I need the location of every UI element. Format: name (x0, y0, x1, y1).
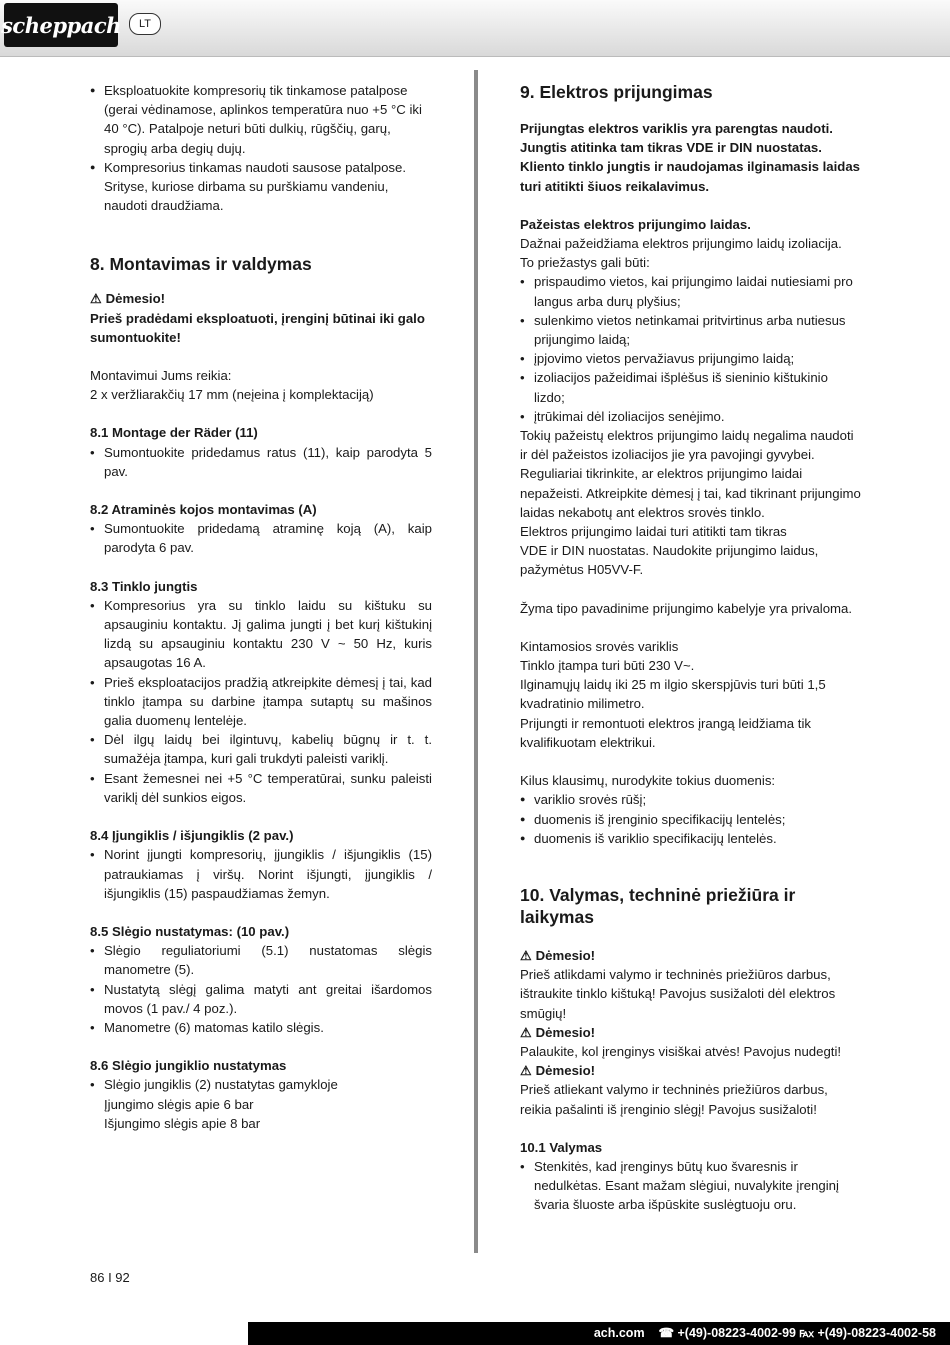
warning-label: Dėmesio! (535, 1063, 596, 1079)
warning-label: Dėmesio! (535, 947, 596, 963)
paragraph: Montavimui Jums reikia: (90, 368, 232, 384)
warning-text: Palaukite, kol įrenginys visiškai atvės! Pavojus nudegti! (520, 1043, 842, 1059)
footer-bar (0, 1322, 950, 1345)
list-item: ● Kompresorius tinkamas naudoti sausose patalpose. Srityse, kuriose dirbama su purškiamu vandeniu, naudoti draudžiama. (90, 158, 432, 216)
list-item: • Sumontuokite pridedamus ratus (11), kaip parodyta 5 pav. (90, 443, 432, 481)
footer-phone: ☎ +(49)-08223-4002-99 (658, 1326, 796, 1340)
paragraph: Kilus klausimų, nurodykite tokius duomenis: (520, 773, 776, 789)
warning-icon: ⚠ (520, 947, 532, 963)
list-item-line: Įjungimo slėgis apie 6 bar (104, 1096, 254, 1112)
bold-paragraph: Prijungtas elektros variklis yra parengtas naudoti. Jungtis atitinka tam tikras VDE ir DIN nuostatas. Kliento tinklo jungtis ir naudojamas ilginamasis laidas turi atitikti šiuos reikalavimus. (520, 121, 861, 194)
list-item: • Prieš eksploatacijos pradžią atkreipkite dėmesį į tai, kad tinklo įtampa su darbine įtampa sutaptų su mašinos galia duomenų lentelėje. (90, 673, 432, 731)
list-item: ● duomenis iš variklio specifikacijų lentelės. (520, 829, 862, 848)
column-divider (474, 70, 478, 1253)
list-item: • Manometre (6) matomas katilo slėgis. (90, 1018, 432, 1037)
paragraph: Žyma tipo pavadinime prijungimo kabelyje yra privaloma. (520, 600, 853, 616)
subsection-title: 8.4 Įjungiklis / išjungiklis (2 pav.) (90, 828, 294, 844)
list-item: • Stenkitės, kad įrenginys būtų kuo švaresnis ir nedulkėtas. Esant mažam slėgiui, nuvalykite įrenginį švaria šluoste arba išpūskite suslėgtuoju oru. (520, 1157, 862, 1215)
paragraph: 2 x veržliarakčių 17 mm (neįeina į komplektaciją) (90, 387, 374, 403)
list-item: • Norint įjungti kompresorių, įjungiklis / išjungiklis (15) patraukiamas į viršų. Norint išjungti, įjungiklis / išjungiklis (15) paspaudžiamas žemyn. (90, 845, 432, 903)
list-item: • įtrūkimai dėl izoliacijos senėjimo. (520, 407, 862, 426)
list-item: • įpjovimo vietos pervažiavus prijungimo laidą; (520, 349, 862, 368)
brand-logo: scheppach (4, 3, 118, 47)
footer-cutout (0, 1322, 248, 1345)
list-item: ● Eksploatuokite kompresorių tik tinkamose patalpose (gerai vėdinamose, aplinkos temperatūra nuo +5 °C iki 40 °C). Patalpoje neturi būti dulkių, rūgščių, garų, sprogių arba degių dujų. (90, 81, 432, 158)
footer-fax: ℻ +(49)-08223-4002-58 (799, 1326, 936, 1340)
list-item: ● duomenis iš įrenginio specifikacijų lentelės; (520, 810, 862, 829)
list-item: • Dėl ilgų laidų bei ilgintuvų, kabelių būgnų ir t. t. sumažėja įtampa, kuri gali trukdyti paleisti variklį. (90, 730, 432, 768)
warning-text: Prieš atliekant valymo ir techninės priežiūros darbus, reikia pašalinti iš įrenginio slėgį! Pavojus susižaloti! (520, 1082, 828, 1117)
section-title-9: 9. Elektros prijungimas (520, 82, 713, 102)
list-item: • sulenkimo vietos netinkamai pritvirtinus arba nutiesus prijungimo laidą; (520, 311, 862, 349)
paragraph: Tinklo įtampa turi būti 230 V~. (520, 658, 695, 674)
list-item: • Sumontuokite pridedamą atraminę koją (A), kaip parodyta 6 pav. (90, 519, 432, 557)
list-item: • Slėgio reguliatoriumi (5.1) nustatomas slėgis manometre (5). (90, 941, 432, 979)
paragraph: VDE ir DIN nuostatas. Naudokite prijungimo laidus, pažymėtus H05VV-F. (520, 543, 819, 578)
warning-text: Prieš atlikdami valymo ir techninės priežiūros darbus, ištraukite tinklo kištuką! Pavojus susižaloti dėl elektros smūgių! (520, 967, 836, 1021)
footer-contact (594, 1325, 796, 1340)
subsection-title: 10.1 Valymas (520, 1139, 603, 1155)
subsection-title: 8.3 Tinklo jungtis (90, 578, 198, 594)
paragraph: Ilginamųjų laidų iki 25 m ilgio skerspjūvis turi būti 1,5 kvadratinio milimetro. (520, 677, 826, 712)
language-badge: LT (129, 13, 161, 35)
list-item: • prispaudimo vietos, kai prijungimo laidai nutiesiami pro langus arba durų plyšius; (520, 272, 862, 310)
section-title-8: 8. Montavimas ir valdymas (90, 254, 312, 275)
paragraph: Prijungti ir remontuoti elektros įrangą leidžiama tik kvalifikuotam elektrikui. (520, 715, 811, 750)
header-bar (0, 0, 950, 57)
subsection-title: Pažeistas elektros prijungimo laidas. (520, 216, 751, 232)
subsection-title: 8.1 Montage der Räder (11) (90, 425, 258, 441)
warning-icon: ⚠ (90, 291, 102, 307)
warning-icon: ⚠ (520, 1063, 532, 1079)
left-column (90, 81, 432, 1133)
list-item: • Esant žemesnei nei +5 °C temperatūrai, sunku paleisti variklį dėl sunkios eigos. (90, 769, 432, 807)
subsection-title: 8.6 Slėgio jungiklio nustatymas (90, 1058, 287, 1074)
paragraph: Tokių pažeistų elektros prijungimo laidų negalima naudoti ir dėl pažeistos izoliacijos jie yra pavojingi gyvybei. (520, 428, 854, 463)
paragraph: To priežastys gali būti: (520, 255, 650, 271)
warning-text: Prieš pradėdami eksploatuoti, įrenginį būtinai iki galo sumontuokite! (90, 310, 425, 345)
paragraph: Reguliariai tikrinkite, ar elektros prijungimo laidai nepažeisti. Atkreipkite dėmesį į tai, kad tikrinant prijungimo laidas nekabotų ant elektros srovės tinklo. (520, 466, 861, 520)
paragraph: Elektros prijungimo laidai turi atitikti tam tikras (520, 524, 787, 540)
warning-icon: ⚠ (520, 1024, 532, 1040)
list-item (90, 1075, 432, 1133)
section-title-10: 10. Valymas, techninė priežiūra ir laikymas (520, 884, 796, 927)
list-item: ● variklio srovės rūšį; (520, 790, 862, 809)
subsection-title: 8.2 Atraminės kojos montavimas (A) (90, 502, 317, 518)
right-column (520, 81, 862, 1215)
list-item: • Nustatytą slėgį galima matyti ant greitai išardomos movos (1 pav./ 4 poz.). (90, 980, 432, 1018)
list-item: • izoliacijos pažeidimai išplėšus iš sieninio kištukinio lizdo; (520, 368, 862, 406)
footer-web: ach.com (593, 1326, 645, 1340)
warning-label: Dėmesio! (105, 291, 166, 307)
page-number: 86 I 92 (90, 1270, 130, 1285)
paragraph: Dažnai pažeidžiama elektros prijungimo laidų izoliacija. (520, 236, 842, 252)
list-item-line: Slėgio jungiklis (2) nustatytas gamykloje (104, 1077, 338, 1093)
paragraph: Kintamosios srovės variklis (520, 638, 679, 654)
warning-label: Dėmesio! (535, 1024, 596, 1040)
subsection-title: 8.5 Slėgio nustatymas: (10 pav.) (90, 923, 290, 939)
list-item: • Kompresorius yra su tinklo laidu su kištuku su apsauginiu kontaktu. Jį galima jungti į bet kurį kištukinį lizdą su apsauginiu kontaktu 230 V ~ 50 Hz, kuris apsaugotas 16 A. (90, 596, 432, 673)
list-item-line: Išjungimo slėgis apie 8 bar (104, 1115, 261, 1131)
